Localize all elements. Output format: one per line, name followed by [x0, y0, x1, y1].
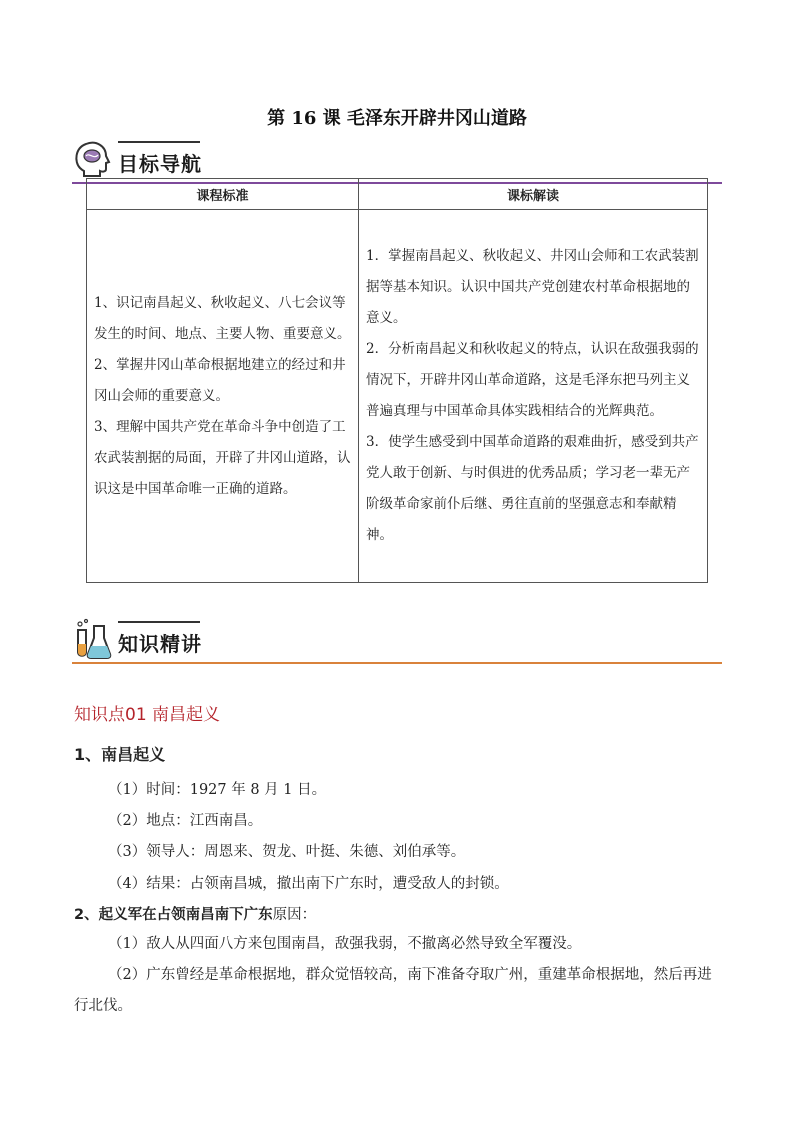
table-cell-standards — [87, 210, 359, 583]
list-item: （4）结果：占领南昌城，撤出南下广东时，遭受敌人的封锁。 — [108, 876, 509, 892]
reason-paragraph: （1）敌人从四面八方来包围南昌，敌强我弱，不撤离必然导致全军覆没。 — [108, 936, 582, 952]
knowledge-point-title: 知识点01 南昌起义 — [74, 705, 221, 725]
standard-item: 2、掌握井冈山革命根据地建立的经过和井冈山会师的重要意义。 — [94, 356, 346, 404]
table-cell-interpretation — [359, 210, 708, 583]
list-item: （1）时间：1927 年 8 月 1 日。 — [108, 782, 327, 798]
subheading-rest: 原因： — [272, 907, 317, 923]
interpretation-item: 2．分析南昌起义和秋收起义的特点，认识在敌强我弱的情况下，开辟井冈山革命道路，这是毛泽东把马列主义普遍真理与中国革命具体实践相结合的光辉典范。 — [366, 341, 699, 419]
subheading-text: 南昌起义 — [101, 745, 166, 764]
table-header: 课标解读 — [359, 179, 708, 210]
subheading-number: 1、 — [74, 745, 102, 764]
header-top-line — [118, 621, 200, 623]
interpretation-item: 3．使学生感受到中国革命道路的艰难曲折，感受到共产党人敢于创新、与时俱进的优秀品质；学习老一辈无产阶级革命家前仆后继、勇往直前的坚强意志和奉献精神。 — [366, 434, 699, 543]
table-header: 课程标准 — [87, 179, 359, 210]
flask-icon — [72, 618, 114, 660]
section-title: 目标导航 — [118, 152, 202, 176]
header-top-line — [118, 141, 200, 143]
standard-item: 1、识记南昌起义、秋收起义、八七会议等发生的时间、地点、主要人物、重要意义。 — [94, 294, 351, 342]
page-title: 第 16 课 毛泽东开辟井冈山道路 — [267, 108, 527, 129]
section-title: 知识精讲 — [118, 632, 202, 656]
list-item: （2）地点：江西南昌。 — [108, 813, 263, 829]
subheading-bold: 起义军在占领南昌南下广东 — [98, 907, 273, 923]
subheading-2 — [74, 903, 316, 924]
table-header-row — [87, 179, 708, 210]
interpretation-item: 1．掌握南昌起义、秋收起义、井冈山会师和工农武装割据等基本知识。认识中国共产党创建农村革命根据地的意义。 — [366, 248, 699, 326]
reason-paragraph: （2）广东曾经是革命根据地，群众觉悟较高，南下准备夺取广州，重建革命根据地，然后再进行北伐。 — [74, 967, 712, 1014]
standard-item: 3、理解中国共产党在革命斗争中创造了工农武装割据的局面，开辟了井冈山道路，认识这是中国革命唯一正确的道路。 — [94, 418, 351, 497]
head-brain-icon — [72, 138, 114, 180]
standards-table — [86, 178, 708, 583]
table-row — [87, 210, 708, 583]
list-item: （3）领导人：周恩来、贺龙、叶挺、朱德、刘伯承等。 — [108, 844, 466, 860]
subheading-number: 2、 — [74, 907, 99, 923]
section-header-knowledge — [72, 618, 722, 664]
subheading — [74, 742, 165, 765]
section-underline — [72, 662, 722, 664]
